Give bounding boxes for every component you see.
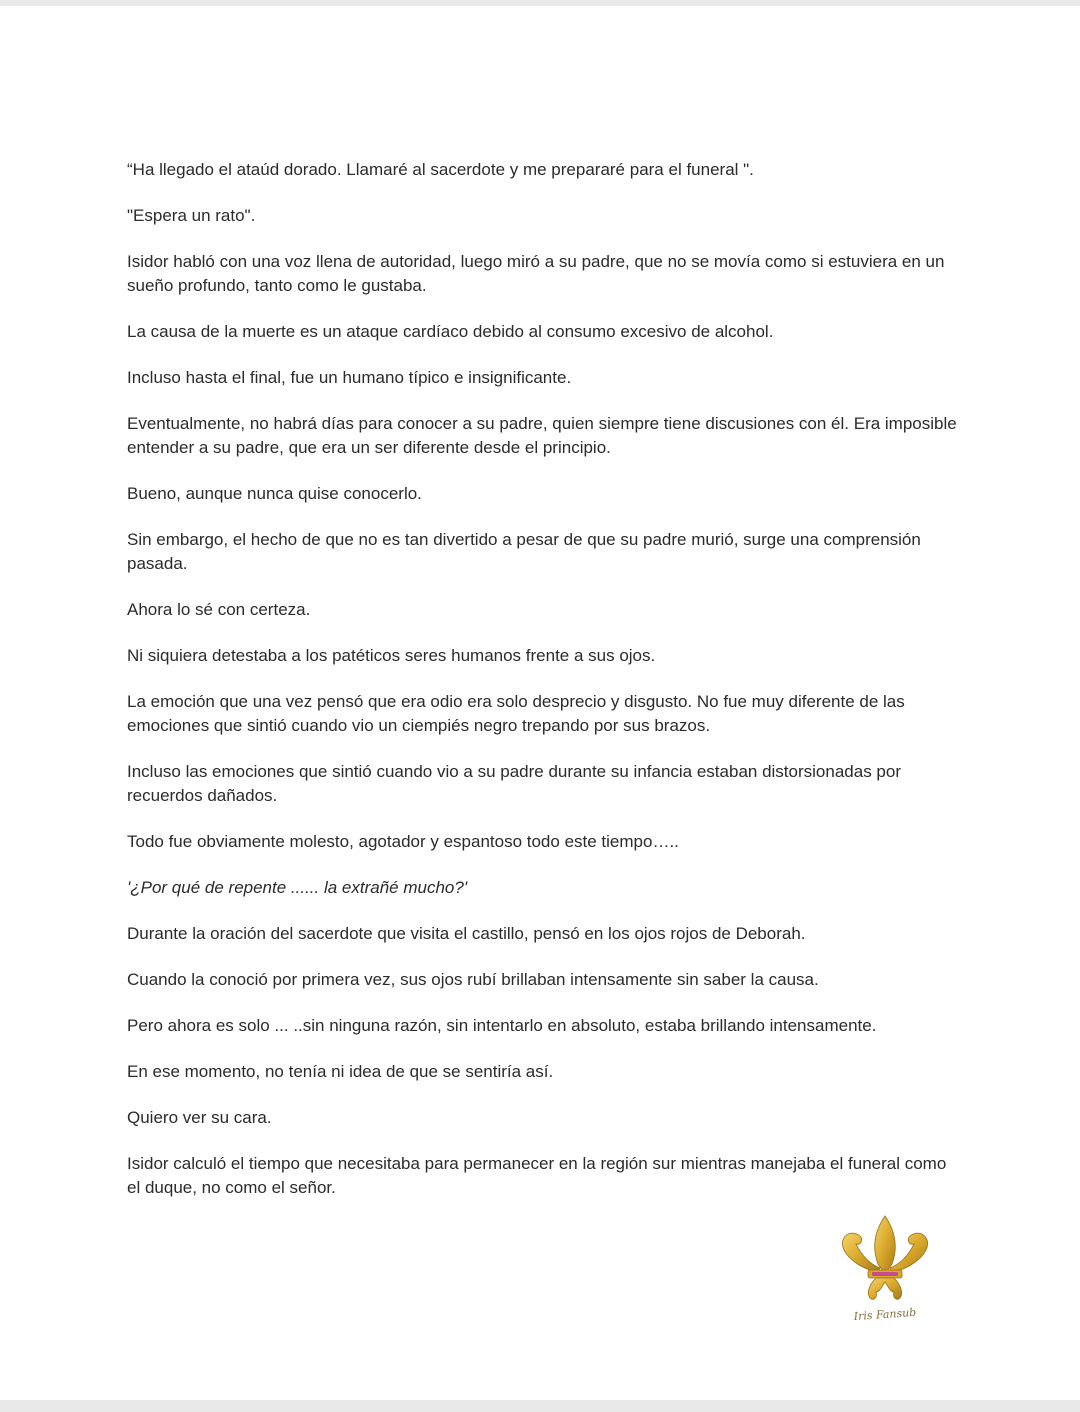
paragraph: Sin embargo, el hecho de que no es tan divertido a pesar de que su padre murió, surge una comprensión pasada. — [127, 530, 921, 573]
paragraph: Pero ahora es solo ... ..sin ninguna razón, sin intentarlo en absoluto, estaba brillando intensamente. — [127, 1016, 877, 1035]
paragraph: Isidor calculó el tiempo que necesitaba para permanecer en la región sur mientras manejaba el funeral como el duque, no como el señor. — [127, 1154, 947, 1197]
paragraph: Durante la oración del sacerdote que visita el castillo, pensó en los ojos rojos de Deborah. — [127, 924, 806, 943]
paragraph: "Espera un rato". — [127, 206, 256, 225]
paragraph: Bueno, aunque nunca quise conocerlo. — [127, 484, 422, 503]
paragraph: La causa de la muerte es un ataque cardíaco debido al consumo excesivo de alcohol. — [127, 322, 774, 341]
document-body — [127, 158, 962, 1222]
paragraph: “Ha llegado el ataúd dorado. Llamaré al sacerdote y me prepararé para el funeral ". — [127, 160, 754, 179]
paragraph: Incluso hasta el final, fue un humano típico e insignificante. — [127, 368, 572, 387]
paragraph: Eventualmente, no habrá días para conocer a su padre, quien siempre tiene discusiones con él. Era imposible entender a su padre, que era un ser diferente desde el principio. — [127, 414, 957, 457]
paragraph: Ni siquiera detestaba a los patéticos seres humanos frente a sus ojos. — [127, 646, 656, 665]
document-page — [0, 6, 1080, 1400]
paragraph: En ese momento, no tenía ni idea de que se sentiría así. — [127, 1062, 554, 1081]
paragraph: Todo fue obviamente molesto, agotador y espantoso todo este tiempo….. — [127, 832, 679, 851]
paragraph: La emoción que una vez pensó que era odio era solo desprecio y disgusto. No fue muy diferente de las emociones que sintió cuando vio un ciempiés negro trepando por sus brazos. — [127, 692, 905, 735]
italic-thought-paragraph: '¿Por qué de repente ...... la extrañé mucho?' — [127, 878, 468, 897]
paragraph: Cuando la conoció por primera vez, sus ojos rubí brillaban intensamente sin saber la causa. — [127, 970, 819, 989]
paragraph: Ahora lo sé con certeza. — [127, 600, 311, 619]
paragraph: Quiero ver su cara. — [127, 1108, 272, 1127]
signature-text: Iris Fansub — [853, 1305, 917, 1324]
paragraph: Isidor habló con una voz llena de autoridad, luego miró a su padre, que no se movía como si estuviera en un sueño profundo, tanto como le gustaba. — [127, 252, 945, 295]
paragraph: Incluso las emociones que sintió cuando vio a su padre durante su infancia estaban distorsionadas por recuerdos dañados. — [127, 762, 901, 805]
